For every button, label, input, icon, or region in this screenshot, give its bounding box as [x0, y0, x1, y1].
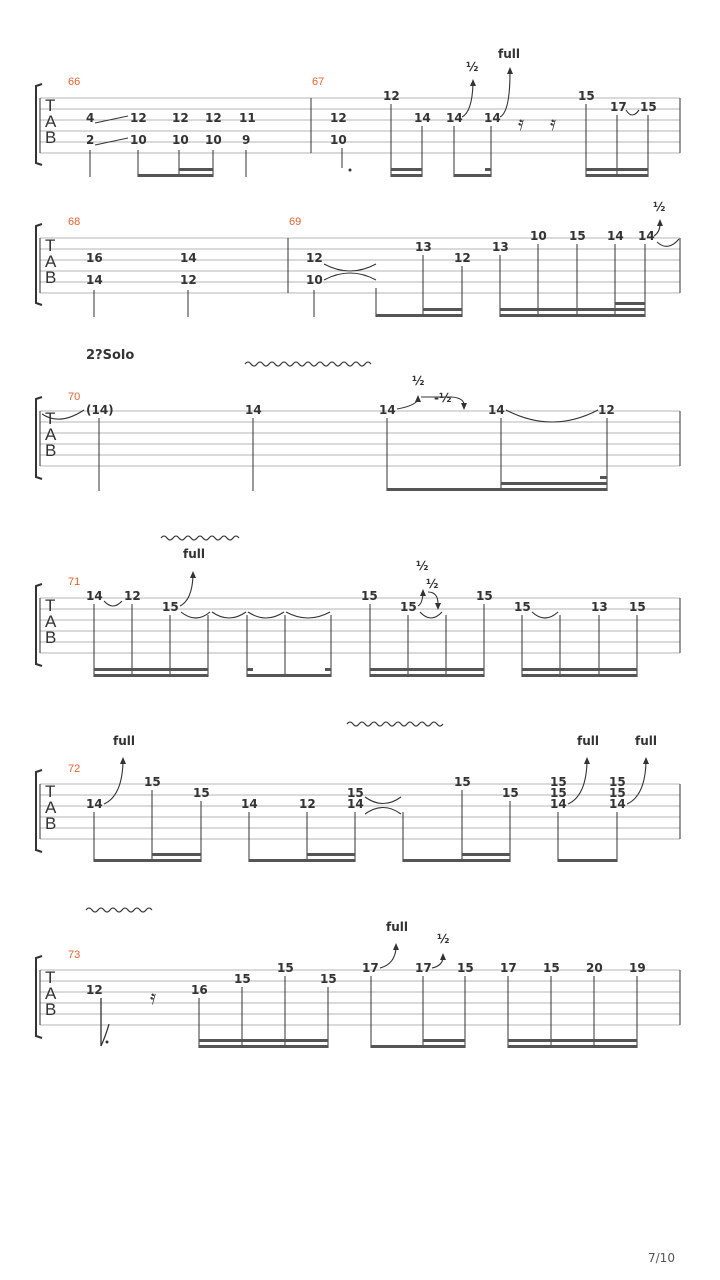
tab-clef-t: T	[45, 596, 56, 615]
fret-note: 14	[180, 251, 197, 265]
bend-arrow	[180, 576, 193, 606]
fret-note: 12	[454, 251, 471, 265]
tie-arc	[324, 264, 376, 271]
fret-note: 10	[306, 273, 323, 287]
bend-label: full	[498, 47, 520, 61]
fret-note: 15	[457, 961, 474, 975]
bend-label: ½	[437, 932, 450, 946]
tie-arc	[212, 612, 246, 618]
tie-arc	[324, 273, 376, 280]
tie-arc	[181, 612, 210, 618]
fret-note: 15	[629, 600, 646, 614]
bend-label: full	[183, 547, 205, 561]
bend-label: ½	[426, 577, 439, 591]
fret-note: 17	[362, 961, 379, 975]
fret-note: 15	[193, 786, 210, 800]
fret-note: 14	[241, 797, 258, 811]
bend-label: full	[113, 734, 135, 748]
measure-number-72: 72	[68, 763, 81, 775]
tab-clef-b: B	[45, 128, 57, 147]
fret-note: (14)	[86, 403, 114, 417]
rest-symbol: 𝄿	[518, 111, 525, 135]
fret-note: 17	[500, 961, 517, 975]
eighth-note-flag	[101, 998, 109, 1046]
bend-arrow	[380, 948, 396, 968]
tie-arc	[420, 612, 442, 618]
page-number: 7/10	[648, 1251, 675, 1265]
fret-note: 12	[130, 111, 147, 125]
tab-system-2	[36, 200, 680, 317]
fret-note: 15	[609, 775, 626, 789]
tab-clef-t: T	[45, 236, 56, 255]
fret-note: 14	[347, 797, 364, 811]
fret-note: 13	[415, 240, 432, 254]
fret-note: 16	[191, 983, 208, 997]
slur-arc	[506, 410, 598, 422]
fret-note: 10	[172, 133, 189, 147]
tab-clef-t: T	[45, 96, 56, 115]
pull-off-arc	[626, 110, 639, 115]
fret-note: 10	[205, 133, 222, 147]
fret-note: 15	[454, 775, 471, 789]
tab-clef-b: B	[45, 268, 57, 287]
fret-note: 14	[488, 403, 505, 417]
measure-number-66: 66	[68, 76, 81, 88]
bend-arrow	[568, 762, 587, 804]
fret-note: 14	[446, 111, 463, 125]
fret-note: 16	[86, 251, 103, 265]
fret-note: 15	[162, 600, 179, 614]
fret-note: 12	[330, 111, 347, 125]
tab-clef-t: T	[45, 409, 56, 428]
fret-note: 12	[86, 983, 103, 997]
fret-note: 19	[629, 961, 646, 975]
bend-label: full	[577, 734, 599, 748]
fret-note: 12	[205, 111, 222, 125]
tab-system-3	[36, 374, 680, 491]
bend-arrow	[627, 762, 646, 804]
rest-symbol: 𝄿	[150, 985, 157, 1009]
tie-arc	[657, 239, 679, 246]
tab-clef-a: A	[45, 984, 57, 1003]
bend-label: ½	[412, 374, 425, 388]
fret-note: 14	[609, 797, 626, 811]
fret-note: 20	[586, 961, 603, 975]
tab-clef-a: A	[45, 612, 57, 631]
bend-label: full	[635, 734, 657, 748]
fret-note: 14	[638, 229, 655, 243]
fret-note: 14	[607, 229, 624, 243]
tab-system-6	[36, 920, 680, 1048]
fret-note: 10	[130, 133, 147, 147]
tie-arc	[248, 612, 284, 618]
rest-symbol: 𝄿	[550, 111, 557, 135]
bend-label: ½	[466, 60, 479, 74]
fret-note: 15	[640, 100, 657, 114]
fret-note: 15	[320, 972, 337, 986]
tab-clef-a: A	[45, 112, 57, 131]
tab-system-5	[36, 734, 680, 862]
fret-note: 12	[598, 403, 615, 417]
fret-note: 15	[550, 775, 567, 789]
vibrato-line	[245, 362, 371, 366]
fret-note: 15	[234, 972, 251, 986]
measure-number-73: 73	[68, 949, 81, 961]
tab-clef-a: A	[45, 425, 57, 444]
tie-arc	[286, 612, 330, 618]
tab-clef-a: A	[45, 252, 57, 271]
bend-arrow	[462, 84, 473, 117]
bend-arrow	[500, 72, 510, 117]
fret-note: 15	[502, 786, 519, 800]
fret-note: 15	[361, 589, 378, 603]
tie-arc	[365, 808, 401, 815]
vibrato-line	[347, 722, 443, 726]
fret-note: 14	[379, 403, 396, 417]
fret-note: 12	[383, 89, 400, 103]
fret-note: 12	[124, 589, 141, 603]
tab-clef-a: A	[45, 798, 57, 817]
fret-note: 13	[591, 600, 608, 614]
measure-number-70: 70	[68, 391, 81, 403]
tab-system-1	[36, 47, 680, 177]
measure-number-71: 71	[68, 576, 81, 588]
fret-note: 17	[610, 100, 627, 114]
vibrato-line	[86, 908, 152, 912]
fret-note: 15	[400, 600, 417, 614]
bend-label: -½	[434, 391, 452, 405]
tie-arc	[365, 797, 401, 804]
section-label: 2?Solo	[86, 348, 135, 363]
fret-note: 15	[550, 786, 567, 800]
fret-note: 15	[347, 786, 364, 800]
pull-off-arc	[104, 601, 122, 606]
fret-note: 15	[569, 229, 586, 243]
fret-note: 12	[299, 797, 316, 811]
fret-note: 14	[414, 111, 431, 125]
fret-note: 11	[239, 111, 256, 125]
fret-note: 15	[543, 961, 560, 975]
measure-number-69: 69	[289, 216, 302, 228]
fret-note: 15	[476, 589, 493, 603]
fret-note: 14	[86, 589, 103, 603]
tab-clef-b: B	[45, 814, 57, 833]
fret-note: 13	[492, 240, 509, 254]
bend-label: full	[386, 920, 408, 934]
fret-note: 14	[245, 403, 262, 417]
fret-note: 15	[578, 89, 595, 103]
fret-note: 14	[86, 797, 103, 811]
measure-number-67: 67	[312, 76, 325, 88]
fret-note: 15	[609, 786, 626, 800]
fret-note: 15	[514, 600, 531, 614]
fret-note: 12	[180, 273, 197, 287]
tab-clef-b: B	[45, 628, 57, 647]
fret-note: 12	[172, 111, 189, 125]
bend-arrow	[397, 400, 418, 409]
fret-note: 10	[330, 133, 347, 147]
bend-label: ½	[416, 559, 429, 573]
tab-clef-b: B	[45, 441, 57, 460]
fret-note: 14	[484, 111, 501, 125]
fret-note: 14	[86, 273, 103, 287]
fret-note: 4	[86, 111, 95, 125]
fret-note: 14	[550, 797, 567, 811]
fret-note: 15	[277, 961, 294, 975]
fret-note: 10	[530, 229, 547, 243]
tab-clef-t: T	[45, 782, 56, 801]
tie-arc	[532, 612, 558, 618]
tab-system-4	[36, 547, 680, 677]
bend-arrow	[104, 762, 123, 804]
bend-label: ½	[653, 200, 666, 214]
tab-clef-b: B	[45, 1000, 57, 1019]
fret-note: 15	[144, 775, 161, 789]
vibrato-line	[161, 536, 239, 540]
fret-note: 9	[242, 133, 251, 147]
tab-clef-t: T	[45, 968, 56, 987]
fret-note: 17	[415, 961, 432, 975]
fret-note: 12	[306, 251, 323, 265]
fret-note: 2	[86, 133, 95, 147]
measure-number-68: 68	[68, 216, 81, 228]
